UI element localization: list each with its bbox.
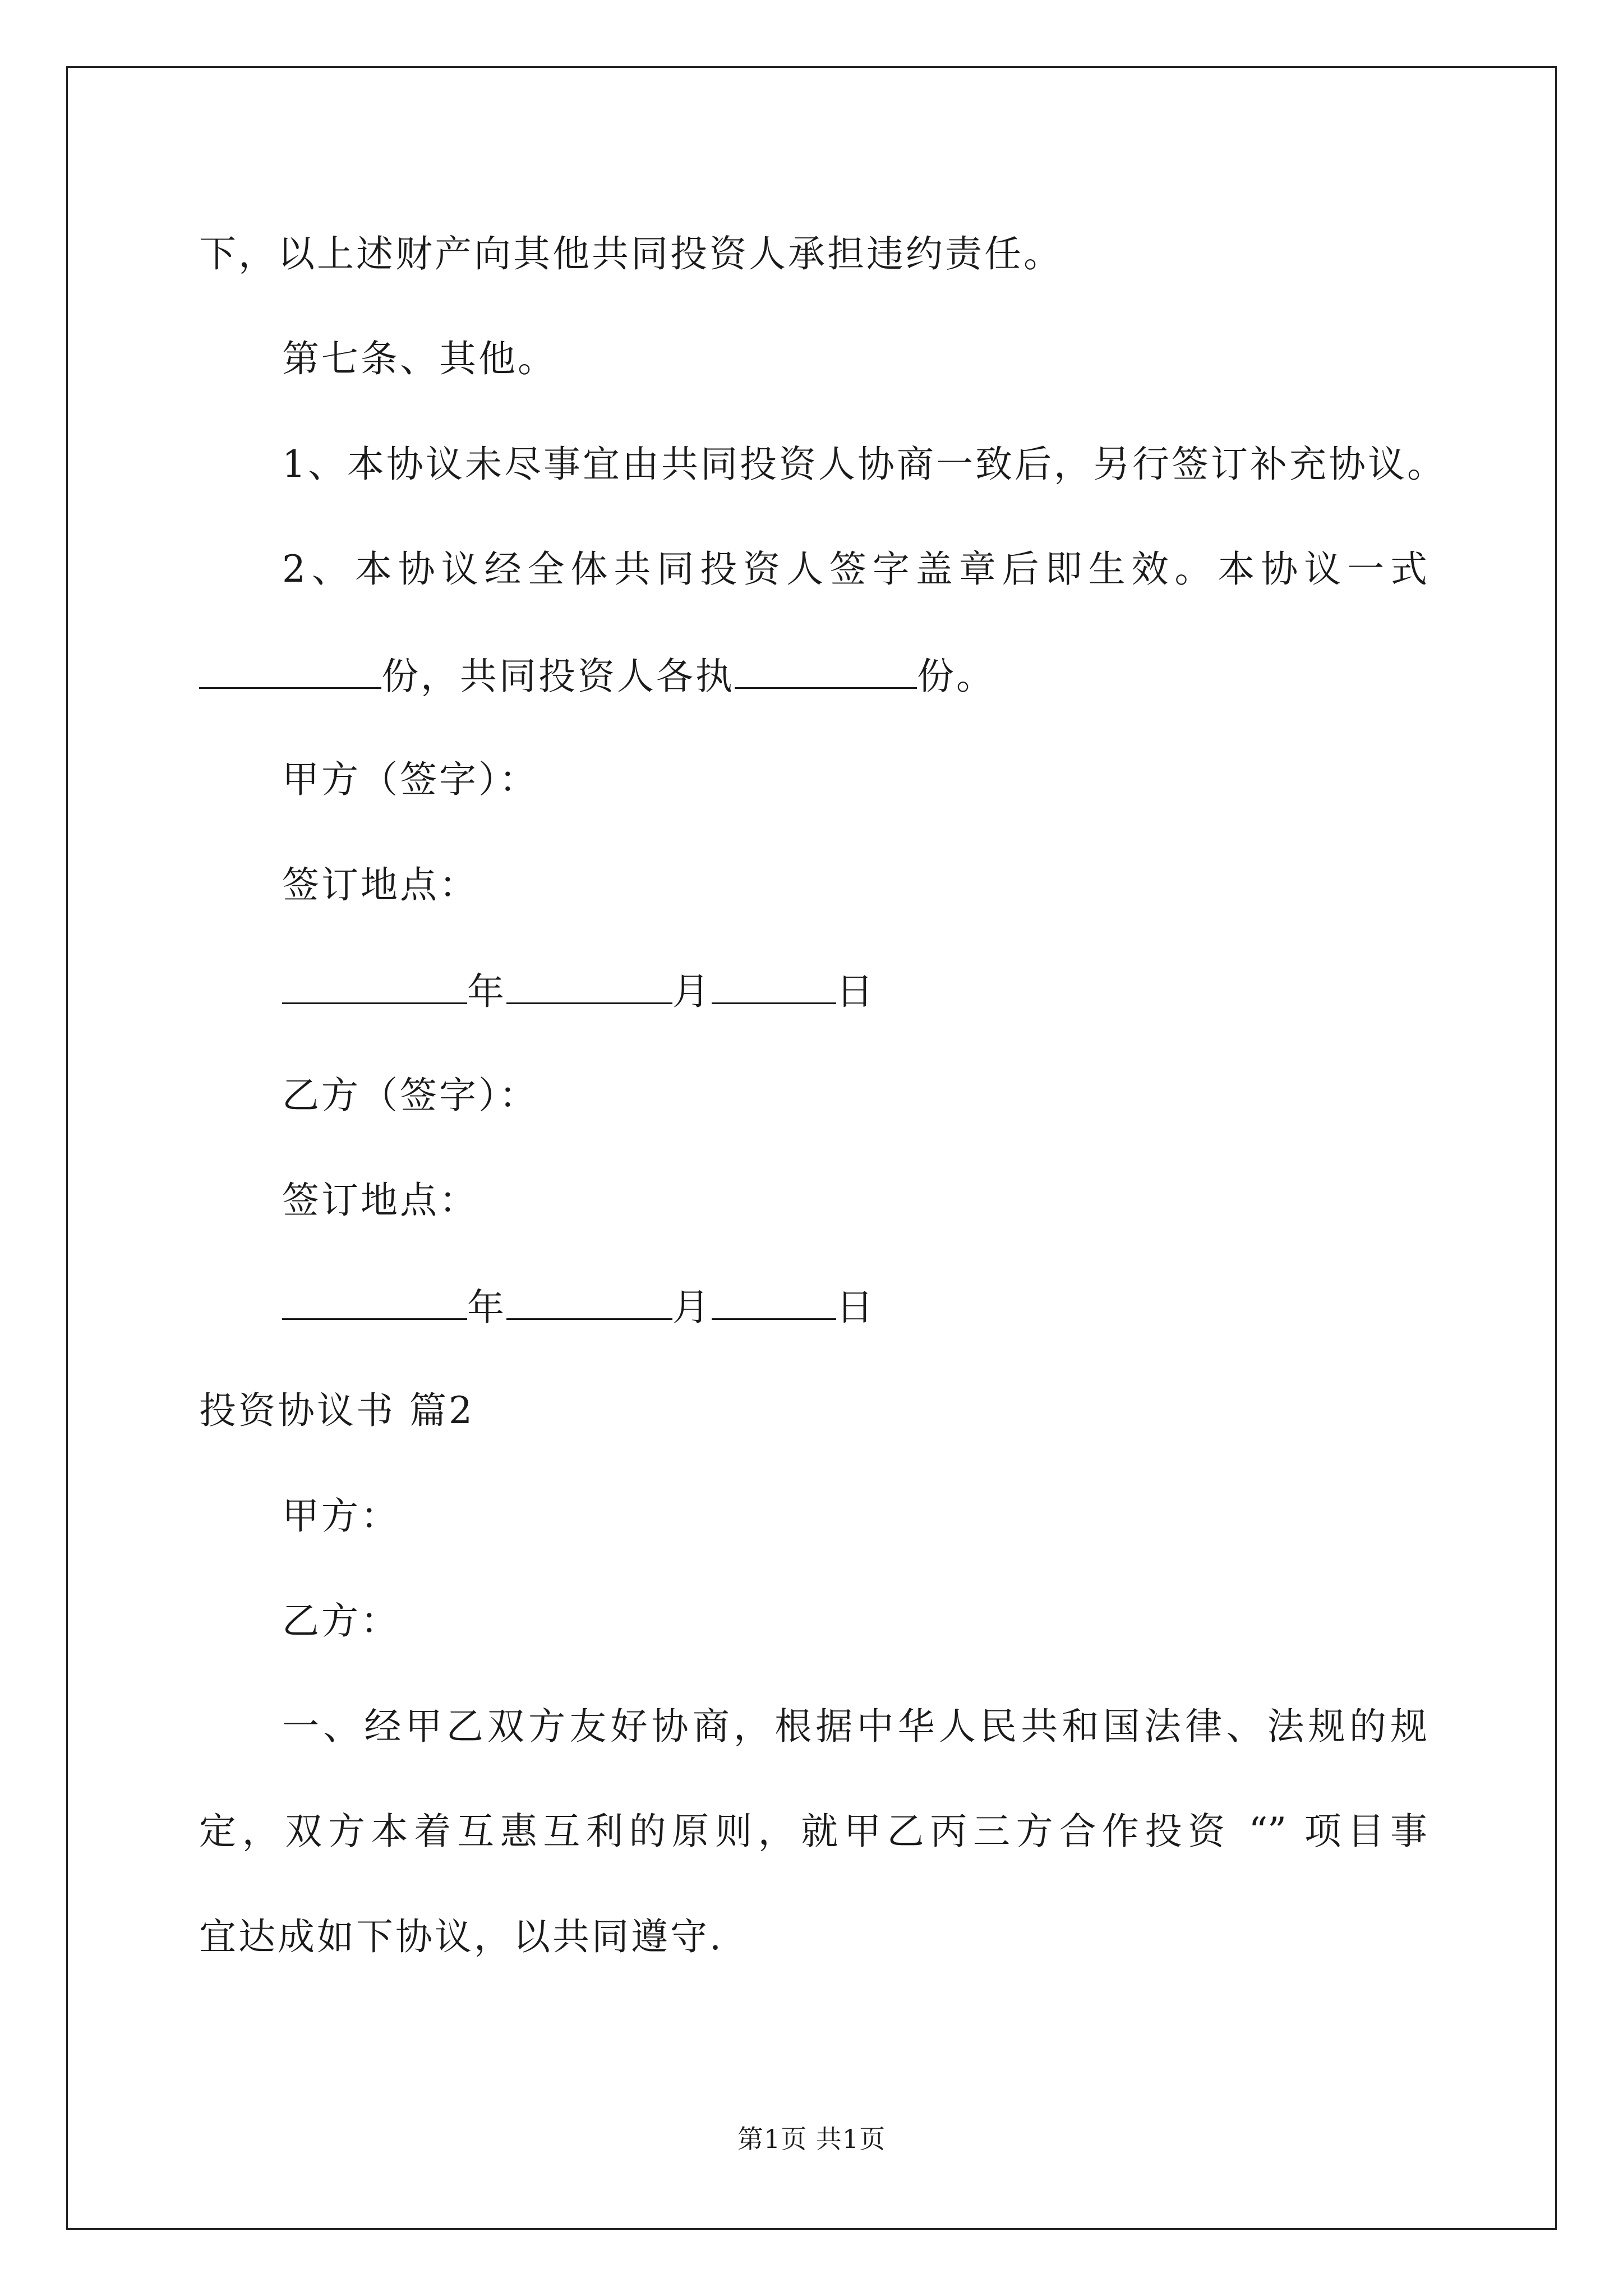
blank-field	[506, 968, 672, 1004]
page-border	[66, 66, 1557, 2230]
year-label: 年	[467, 1286, 506, 1329]
text-fragment: 份。	[917, 655, 995, 698]
blank-field	[506, 1283, 672, 1320]
blank-field	[712, 1283, 836, 1320]
blank-field	[282, 968, 467, 1004]
text-line: 2、本协议经全体共同投资人签字盖章后即生效。本协议一式	[282, 547, 1427, 591]
month-label: 月	[672, 1286, 712, 1329]
paragraph-line: 定，双方本着互惠互利的原则，就甲乙丙三方合作投资 “” 项目事	[199, 1810, 1427, 1853]
blank-field	[712, 968, 836, 1004]
paragraph-line: 一、经甲乙双方友好协商，根据中华人民共和国法律、法规的规	[282, 1705, 1427, 1748]
paragraph-line: 宜达成如下协议，以共同遵守.	[199, 1915, 723, 1958]
page-footer: 第1页 共1页	[737, 2124, 886, 2154]
day-label: 日	[836, 970, 875, 1013]
date-line	[282, 1283, 875, 1330]
day-label: 日	[836, 1286, 875, 1329]
clause-heading: 第七条、其他。	[282, 337, 557, 380]
party-b-signature-label: 乙方（签字）：	[282, 1074, 538, 1117]
party-a-label: 甲方：	[282, 1494, 400, 1538]
text-line: 1、本协议未尽事宜由共同投资人协商一致后，另行签订补充协议。	[282, 443, 1446, 486]
blank-field	[282, 1283, 467, 1320]
signing-place-label: 签订地点：	[282, 1179, 478, 1222]
party-a-signature-label: 甲方（签字）：	[282, 758, 538, 801]
blank-field	[199, 652, 381, 689]
blank-field	[735, 652, 917, 689]
year-label: 年	[467, 970, 506, 1013]
date-line	[282, 968, 875, 1014]
section-title: 投资协议书 篇2	[199, 1389, 474, 1432]
month-label: 月	[672, 970, 712, 1013]
party-b-label: 乙方：	[282, 1599, 400, 1642]
text-fragment: 份，共同投资人各执	[381, 655, 735, 698]
signing-place-label: 签订地点：	[282, 863, 478, 907]
copies-line	[199, 652, 995, 699]
text-line: 下，以上述财产向其他共同投资人承担违约责任。	[199, 232, 1063, 275]
